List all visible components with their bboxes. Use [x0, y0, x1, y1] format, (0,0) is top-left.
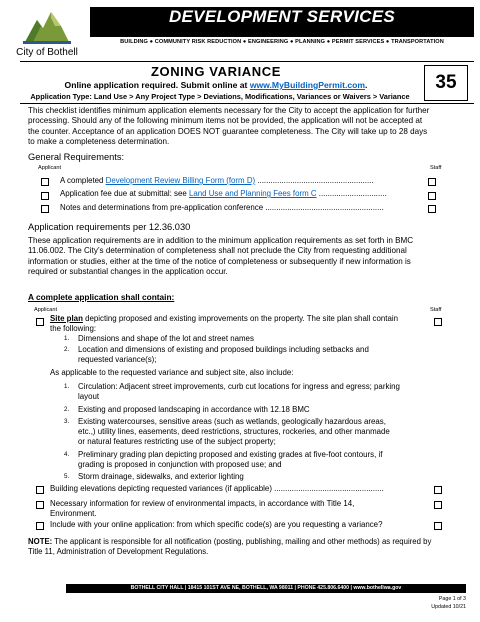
banner-title: DEVELOPMENT SERVICES	[168, 7, 396, 26]
applicable-list	[64, 382, 434, 482]
requirements-heading: Application requirements per 12.36.030	[28, 222, 191, 232]
list-number: 5.	[64, 473, 70, 481]
applicant-checkbox[interactable]	[41, 178, 49, 186]
staff-label: Staff	[430, 307, 442, 313]
list-number: 2.	[64, 405, 70, 413]
list-line: layout	[78, 391, 100, 401]
city-logo-icon	[21, 6, 73, 46]
requirements-line: 11.06.002. The City’s determination of completeness shall not preclude the City from requesting additional	[28, 246, 407, 256]
list-item	[64, 382, 434, 402]
site-plan-list	[64, 334, 434, 364]
applicant-label: Applicant	[34, 307, 58, 313]
requirements-line: These application requirements are in addition to the minimum application requirements as set forth in BMC	[28, 236, 414, 245]
applicant-checkbox[interactable]	[41, 205, 49, 213]
banner-subtitle: BUILDING ● COMMUNITY RISK REDUCTION ● ENGINEERING ● PLANNING ● PERMIT SERVICES ● TRANSPORTATION	[120, 39, 444, 45]
list-item	[64, 345, 434, 365]
updated-date: Updated 10/21	[431, 604, 466, 610]
environmental-line: Environment.	[50, 508, 97, 518]
item-dots: .....................................................	[255, 176, 374, 185]
online-prefix: Online application required. Submit online at	[64, 80, 250, 90]
list-text: Dimensions and shape of the lot and street names	[78, 334, 254, 343]
item-text: Application fee due at submittal: see	[60, 189, 189, 198]
site-plan-text: the following:	[50, 323, 97, 333]
item-dots: ...............................	[316, 189, 387, 198]
include-item: Include with your online application: from which specific code(s) are you requesting a variance?	[50, 520, 383, 529]
org-name: City of Bothell	[16, 47, 78, 58]
staff-label: Staff	[430, 165, 442, 171]
list-item	[64, 334, 434, 344]
applicant-checkbox[interactable]	[36, 501, 44, 509]
complete-heading: A complete application shall contain:	[28, 292, 175, 302]
list-line: Existing watercourses, sensitive areas (such as wetlands, geologically hazardous areas,	[78, 417, 386, 427]
form-number: 35	[424, 65, 468, 101]
applicant-label: Applicant	[38, 165, 62, 171]
staff-checkbox[interactable]	[434, 318, 442, 326]
list-text: Storm drainage, sidewalks, and exterior lighting	[78, 472, 244, 482]
banner-subtitle-wrap	[90, 38, 474, 47]
general-heading: General Requirements:	[28, 152, 125, 162]
application-type: Application Type: Land Use > Any Project Type > Deviations, Modifications, Variances or Waivers > Variance	[30, 92, 410, 101]
item-text: Notes and determinations from pre-application conference	[60, 203, 266, 212]
requirements-paragraph	[28, 236, 468, 277]
staff-checkbox[interactable]	[434, 486, 442, 494]
list-line: Preliminary grading plan depicting proposed and existing grades at five-foot contours, if	[78, 449, 383, 459]
note-label: NOTE:	[28, 537, 53, 546]
list-line: requested variance(s);	[78, 354, 157, 364]
list-item	[64, 450, 434, 470]
list-number: 1.	[64, 383, 70, 390]
intro-line: the counter. Acceptance of an application DOES NOT guarantee completeness. The City will take up to 28 days	[28, 126, 428, 136]
list-number: 3.	[64, 418, 70, 426]
list-text: Existing and proposed landscaping in accordance with 12.18 BMC	[78, 404, 310, 414]
mybuildingpermit-link[interactable]: www.MyBuildingPermit.com	[249, 80, 366, 90]
list-item	[64, 417, 434, 446]
intro-line: This checklist identifies minimum application elements necessary for the City to accept the application for further	[28, 106, 430, 115]
fees-form-link[interactable]: Land Use and Planning Fees form C	[188, 189, 317, 198]
list-text	[78, 345, 369, 365]
online-suffix: .	[365, 80, 368, 90]
building-elevations-item: Building elevations depicting requested variances (if applicable) ..................................................	[50, 484, 384, 493]
applicable-intro: As applicable to the requested variance and subject site, also include:	[50, 368, 294, 377]
divider	[20, 61, 474, 62]
footer-address: BOTHELL CITY HALL | 18415 101ST AVE NE, BOTHELL, WA 98011 | PHONE 425.806.6400 | www.bothellwa.gov	[66, 584, 466, 593]
applicant-checkbox[interactable]	[41, 192, 49, 200]
intro-line: to make a completeness determination.	[28, 136, 170, 146]
list-number: 4.	[64, 450, 70, 458]
list-line: grading is proposed in conjunction with proposed use; and	[78, 459, 282, 469]
applicant-checkbox[interactable]	[36, 522, 44, 530]
list-number: 2.	[64, 345, 70, 353]
item-text: A completed	[60, 176, 106, 185]
note-paragraph	[28, 537, 468, 558]
site-plan-label: Site plan	[50, 314, 83, 323]
page-number: Page 1 of 3	[438, 596, 466, 602]
requirement-item	[60, 189, 387, 198]
list-text	[78, 417, 390, 446]
note-text: Title 11, Administration of Development Regulations.	[28, 547, 209, 557]
billing-form-link[interactable]: Development Review Billing Form (form D)	[105, 176, 256, 185]
staff-checkbox[interactable]	[434, 501, 442, 509]
intro-line: processing. Should any of the following minimum items not be provided, the application will not be accepted at	[28, 116, 423, 126]
environmental-line: Necessary information for review of environmental impacts, in accordance with Title 14,	[50, 499, 355, 508]
form-title: ZONING VARIANCE	[150, 64, 282, 79]
staff-checkbox[interactable]	[428, 205, 436, 213]
list-line: etc.,) utility lines, easements, deed restrictions, structures, rockeries, and other manmade	[78, 427, 390, 437]
list-line: or natural features restricting use of the subject property;	[78, 436, 276, 446]
applicant-checkbox[interactable]	[36, 318, 44, 326]
requirement-item	[60, 203, 384, 212]
site-plan-text: depicting proposed and existing improvements on the property. The site plan shall contain	[82, 314, 398, 323]
intro-paragraph	[28, 106, 468, 147]
list-line: Location and dimensions of existing and proposed buildings including setbacks and	[78, 344, 369, 354]
staff-checkbox[interactable]	[434, 522, 442, 530]
online-instructions	[20, 80, 412, 90]
list-text	[78, 450, 382, 470]
item-dots: ......................................................	[265, 203, 384, 212]
list-line: Circulation: Adjacent street improvements, curb cut locations for ingress and egress; parking	[78, 382, 400, 391]
applicant-checkbox[interactable]	[36, 486, 44, 494]
list-item	[64, 405, 434, 415]
note-text: The applicant is responsible for all notification (posting, publishing, mailing and other methods) as required by	[52, 537, 432, 546]
environmental-item	[50, 499, 430, 519]
requirements-line: required or substantial changes in the application occur.	[28, 266, 228, 276]
requirement-item	[60, 176, 374, 185]
requirements-line: information or studies, either at the time of the notice of completeness or subsequently if new information is	[28, 256, 411, 266]
list-item	[64, 472, 434, 482]
staff-checkbox[interactable]	[428, 178, 436, 186]
divider	[20, 103, 474, 104]
city-logo	[6, 6, 88, 64]
site-plan-item	[50, 314, 430, 334]
header-banner	[90, 7, 474, 37]
staff-checkbox[interactable]	[428, 192, 436, 200]
list-number: 1.	[64, 335, 70, 342]
list-text	[78, 382, 400, 402]
